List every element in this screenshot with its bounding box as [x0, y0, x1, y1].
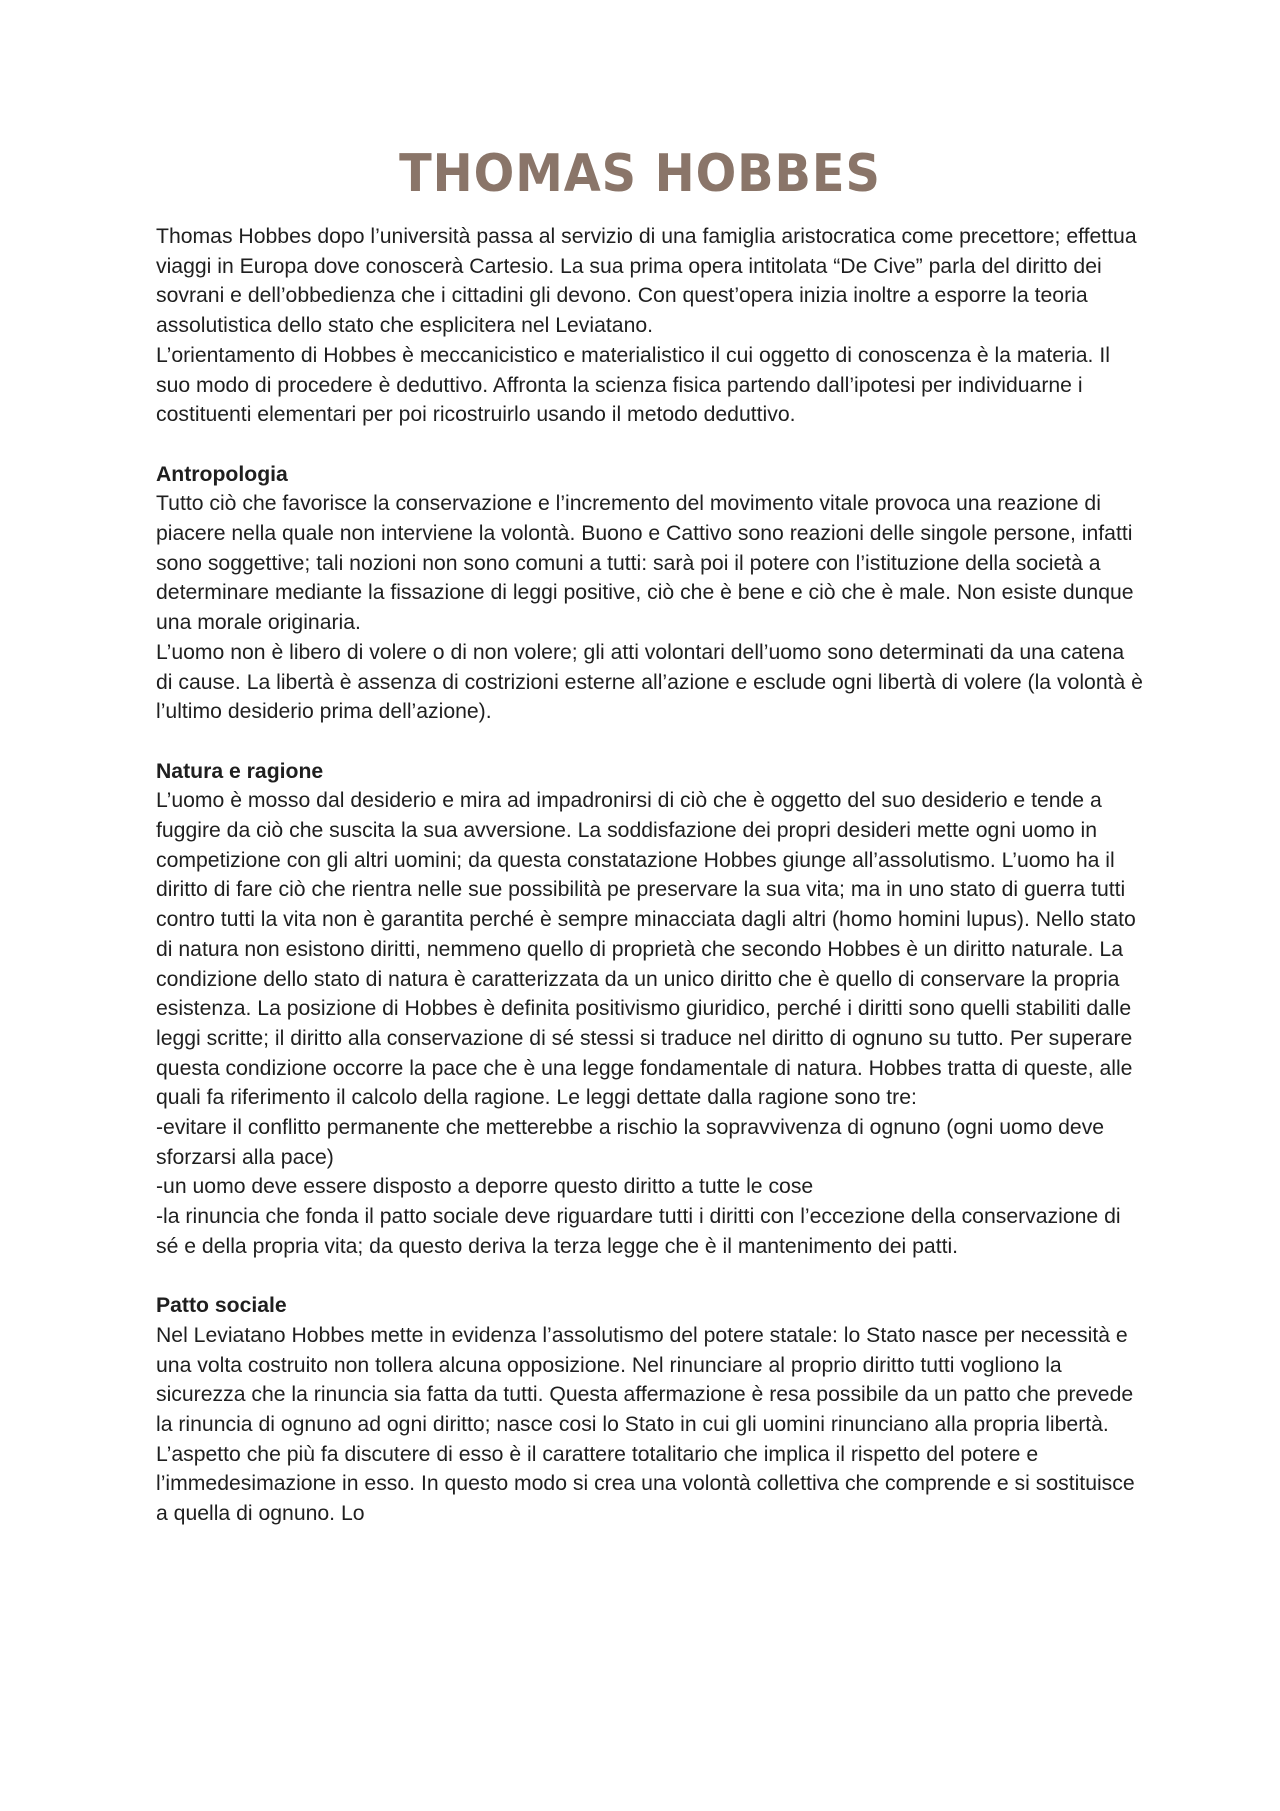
section-heading: Antropologia: [156, 462, 288, 486]
section-paragraph: L’uomo non è libero di volere o di non volere; gli atti volontari dell’uomo sono determinati da una catena di cause. La libertà è assenza di costrizioni esterne all’azione e esclude ogni libertà di volere (la volontà è l’ultimo desiderio prima dell’azione).: [156, 640, 1143, 724]
intro-paragraph: Thomas Hobbes dopo l’università passa al servizio di una famiglia aristocratica come precettore; effettua viaggi in Europa dove conoscerà Cartesio. La sua prima opera intitolata “De Cive” parla del diritto dei sovrani e dell’obbedienza che i cittadini gli devono. Con quest’opera inizia inoltre a esporre la teoria assolutistica dello stato che esplicitera nel Leviatano.: [156, 225, 1137, 338]
section-paragraph: Tutto ciò che favorisce la conservazione e l’incremento del movimento vitale provoca una reazione di piacere nella quale non interviene la volontà. Buono e Cattivo sono reazioni delle singole persone, infatti sono soggettive; tali nozioni non sono comuni a tutti: sarà poi il potere con l’istituzione della società a determinare mediante la fissazione di leggi positive, ciò che è bene e ciò che è male. Non esiste dunque una morale originaria.: [156, 492, 1134, 635]
list-item: -un uomo deve essere disposto a deporre questo diritto a tutte le cose: [156, 1175, 814, 1199]
section-natura-e-ragione: [156, 757, 1146, 1262]
section-heading: Patto sociale: [156, 1294, 287, 1318]
section-antropologia: [156, 460, 1146, 727]
section-paragraph: L’uomo è mosso dal desiderio e mira ad impadronirsi di ciò che è oggetto del suo desiderio e tende a fuggire da ciò che suscita la sua avversione. La soddisfazione dei propri desideri mette ogni uomo in competizione con gli altri uomini; da questa constatazione Hobbes giunge all’assolutismo. L’uomo ha il diritto di fare ciò che rientra nelle sue possibilità pe preservare la sua vita; ma in uno stato di guerra tutti contro tutti la vita non è garantita perché è sempre minacciata dagli altri (homo homini lupus). Nello stato di natura non esistono diritti, nemmeno quello di proprietà che secondo Hobbes è un diritto naturale. La condizione dello stato di natura è caratterizzata da un unico diritto che è quello di conservare la propria esistenza. La posizione di Hobbes è definita positivismo giuridico, perché i diritti sono quelli stabiliti dalle leggi scritte; il diritto alla conservazione di sé stessi si traduce nel diritto di ognuno su tutto. Per superare questa condizione occorre la pace che è una legge fondamentale di natura. Hobbes tratta di queste, alle quali fa riferimento il calcolo della ragione. Le leggi dettate dalla ragione sono tre:: [156, 789, 1136, 1110]
list-item: -la rinuncia che fonda il patto sociale deve riguardare tutti i diritti con l’eccezione della conservazione di sé e della propria vita; da questo deriva la terza legge che è il mantenimento dei patti.: [156, 1205, 1121, 1258]
document-body: [156, 222, 1146, 1529]
list-item: -evitare il conflitto permanente che metterebbe a rischio la sopravvivenza di ognuno (ogni uomo deve sforzarsi alla pace): [156, 1116, 1105, 1169]
intro-section: [156, 222, 1146, 430]
section-heading: Natura e ragione: [156, 759, 324, 783]
intro-paragraph: L’orientamento di Hobbes è meccanicistico e materialistico il cui oggetto di conoscenza è la materia. Il suo modo di procedere è deduttivo. Affronta la scienza fisica partendo dall’ipotesi per individuarne i costituenti elementari per poi ricostruirlo usando il metodo deduttivo.: [156, 343, 1110, 427]
section-paragraph: Nel Leviatano Hobbes mette in evidenza l’assolutismo del potere statale: lo Stato nasce per necessità e una volta costruito non tollera alcuna opposizione. Nel rinunciare al proprio diritto tutti vogliono la sicurezza che la rinuncia sia fatta da tutti. Questa affermazione è resa possibile da un patto che prevede la rinuncia di ognuno ad ogni diritto; nasce cosi lo Stato in cui gli uomini rinunciano alla propria libertà. L’aspetto che più fa discutere di esso è il carattere totalitario che implica il rispetto del potere e l’immedesimazione in esso. In questo modo si crea una volontà collettiva che comprende e si sostituisce a quella di ognuno. Lo: [156, 1323, 1135, 1526]
section-patto-sociale: [156, 1291, 1146, 1529]
document-title: THOMAS HOBBES: [399, 144, 881, 204]
